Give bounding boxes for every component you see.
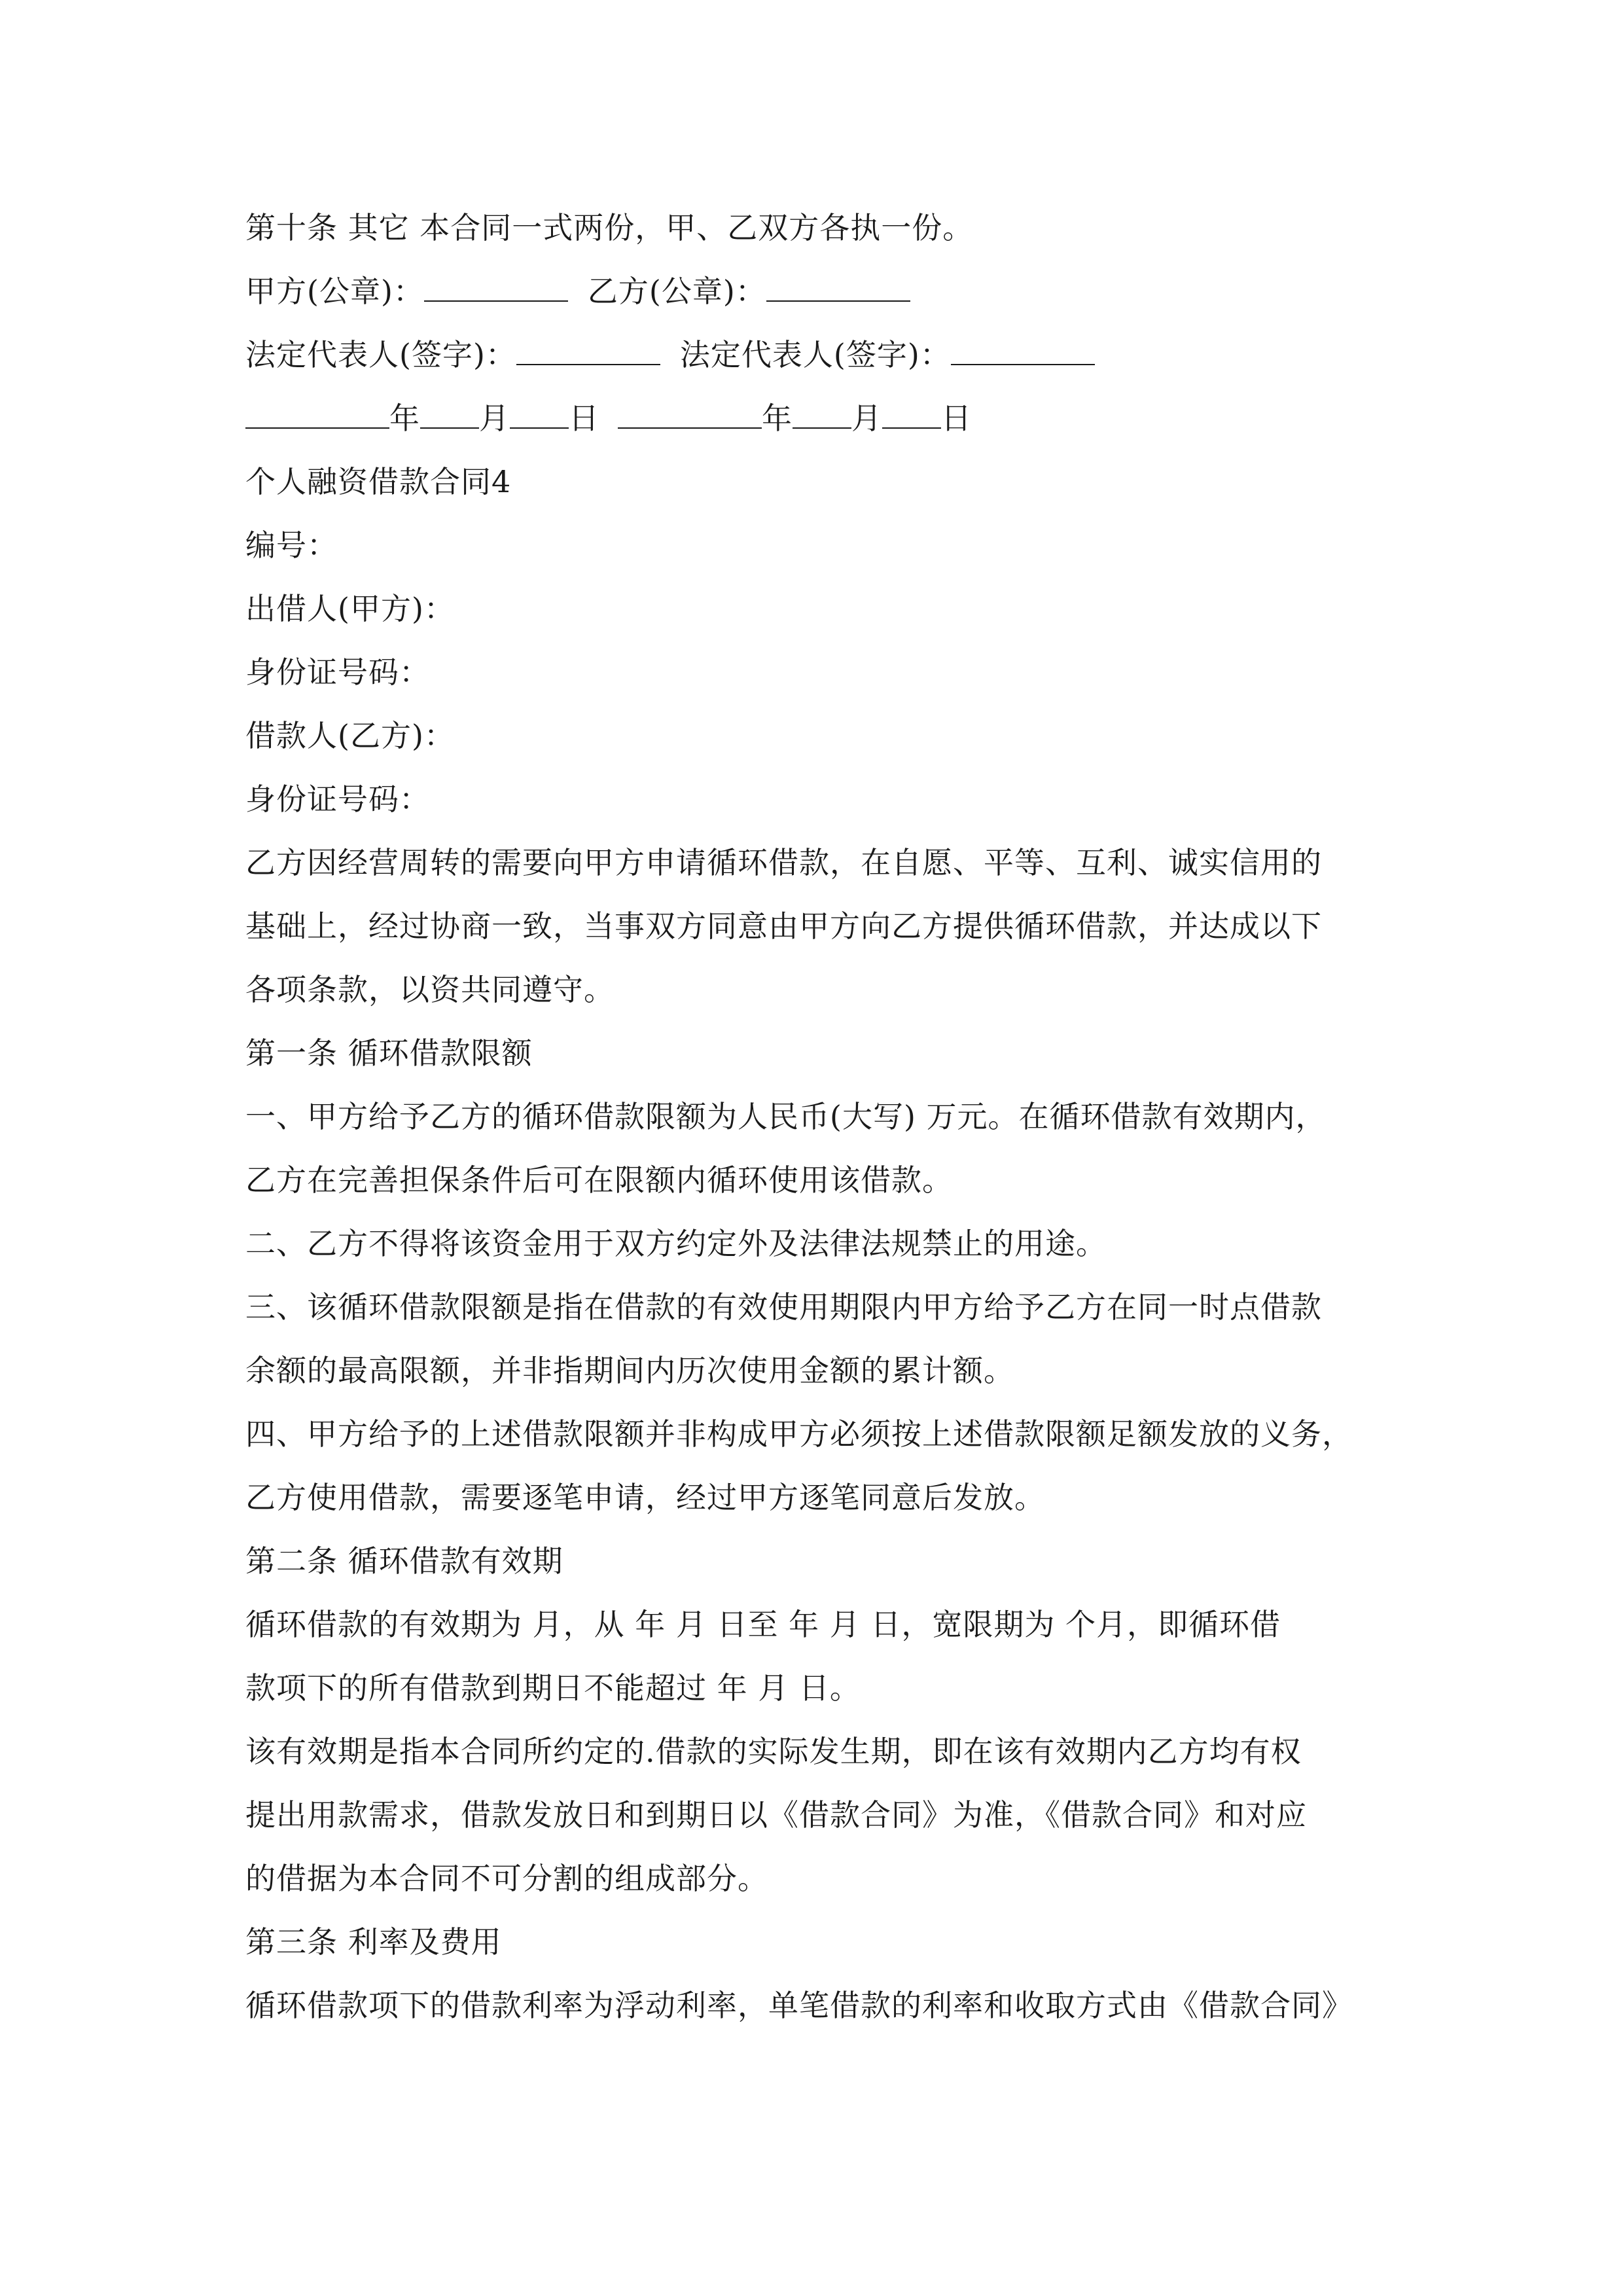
date-a-day-label: 日: [569, 401, 599, 436]
party-b-rep-label: 法定代表人(签字)：: [679, 337, 951, 372]
party-a-seal-label: 甲方(公章)：: [245, 274, 424, 309]
seal-line: [245, 260, 1387, 323]
article-10-text: 第十条 其它 本合同一式两份，甲、乙双方各执一份。: [245, 210, 974, 245]
borrower-label: 借款人(乙方)：: [245, 718, 455, 753]
article-2-para-2-line-3: 的借据为本合同不可分割的组成部分。: [245, 1861, 768, 1896]
article-1-item-4-line-1: 四、甲方给予的上述借款限额并非构成甲方必须按上述借款限额足额发放的义务，: [245, 1416, 1353, 1452]
party-a-rep-label: 法定代表人(签字)：: [245, 337, 516, 372]
article-2-heading: 第二条 循环借款有效期: [245, 1543, 563, 1579]
article-2-para-2-line-2: 提出用款需求，借款发放日和到期日以《借款合同》为准，《借款合同》和对应: [245, 1797, 1307, 1833]
date-b-year-label: 年: [762, 401, 793, 436]
article-1-item-3-line-2: 余额的最高限额，并非指期间内历次使用金额的累计额。: [245, 1353, 1014, 1388]
preamble-line-1: 乙方因经营周转的需要向甲方申请循环借款，在自愿、平等、互利、诚实信用的: [245, 845, 1322, 880]
date-b-year-blank[interactable]: [618, 404, 762, 429]
lender-id-label: 身份证号码：: [245, 655, 430, 690]
article-2-para-2-line-1: 该有效期是指本合同所约定的.借款的实际发生期，即在该有效期内乙方均有权: [245, 1734, 1302, 1769]
article-1-heading: 第一条 循环借款限额: [245, 1035, 533, 1071]
preamble-line-3: 各项条款，以资共同遵守。: [245, 972, 615, 1007]
party-b-seal-label: 乙方(公章)：: [587, 274, 766, 309]
date-line: [245, 387, 1387, 450]
preamble-line-2: 基础上，经过协商一致，当事双方同意由甲方向乙方提供循环借款，并达成以下: [245, 908, 1322, 944]
contract-number-label: 编号：: [245, 528, 338, 563]
article-2-para-1-line-2: 款项下的所有借款到期日不能超过 年 月 日。: [245, 1670, 861, 1706]
date-b-month-blank[interactable]: [793, 404, 851, 429]
document-page: [245, 196, 1387, 2037]
party-a-rep-blank[interactable]: [516, 340, 660, 365]
party-b-seal-blank[interactable]: [766, 277, 910, 302]
article-1-item-4-line-2: 乙方使用借款，需要逐笔申请，经过甲方逐笔同意后发放。: [245, 1480, 1045, 1515]
article-3-para-1-line-1: 循环借款项下的借款利率为浮动利率，单笔借款的利率和收取方式由《借款合同》: [245, 1988, 1353, 2023]
date-b-day-blank[interactable]: [882, 404, 941, 429]
date-a-month-blank[interactable]: [420, 404, 479, 429]
date-b-month-label: 月: [851, 401, 882, 436]
article-3-heading: 第三条 利率及费用: [245, 1924, 502, 1960]
article-1-item-2: 二、乙方不得将该资金用于双方约定外及法律法规禁止的用途。: [245, 1226, 1107, 1261]
lender-label: 出借人(甲方)：: [245, 591, 455, 626]
date-a-year-label: 年: [389, 401, 420, 436]
date-b-day-label: 日: [941, 401, 972, 436]
borrower-id-label: 身份证号码：: [245, 781, 430, 817]
party-a-seal-blank[interactable]: [424, 277, 568, 302]
contract-title: 个人融资借款合同4: [245, 464, 512, 499]
date-a-year-blank[interactable]: [245, 404, 389, 429]
article-2-para-1-line-1: 循环借款的有效期为 月，从 年 月 日至 年 月 日，宽限期为 个月，即循环借: [245, 1607, 1281, 1642]
article-1-item-3-line-1: 三、该循环借款限额是指在借款的有效使用期限内甲方给予乙方在同一时点借款: [245, 1289, 1322, 1325]
signature-line: [245, 323, 1387, 387]
article-1-item-1-line-2: 乙方在完善担保条件后可在限额内循环使用该借款。: [245, 1162, 953, 1198]
article-1-item-1-line-1: 一、甲方给予乙方的循环借款限额为人民币(大写) 万元。在循环借款有效期内，: [245, 1099, 1327, 1134]
date-a-month-label: 月: [479, 401, 510, 436]
party-b-rep-blank[interactable]: [951, 340, 1095, 365]
date-a-day-blank[interactable]: [510, 404, 569, 429]
